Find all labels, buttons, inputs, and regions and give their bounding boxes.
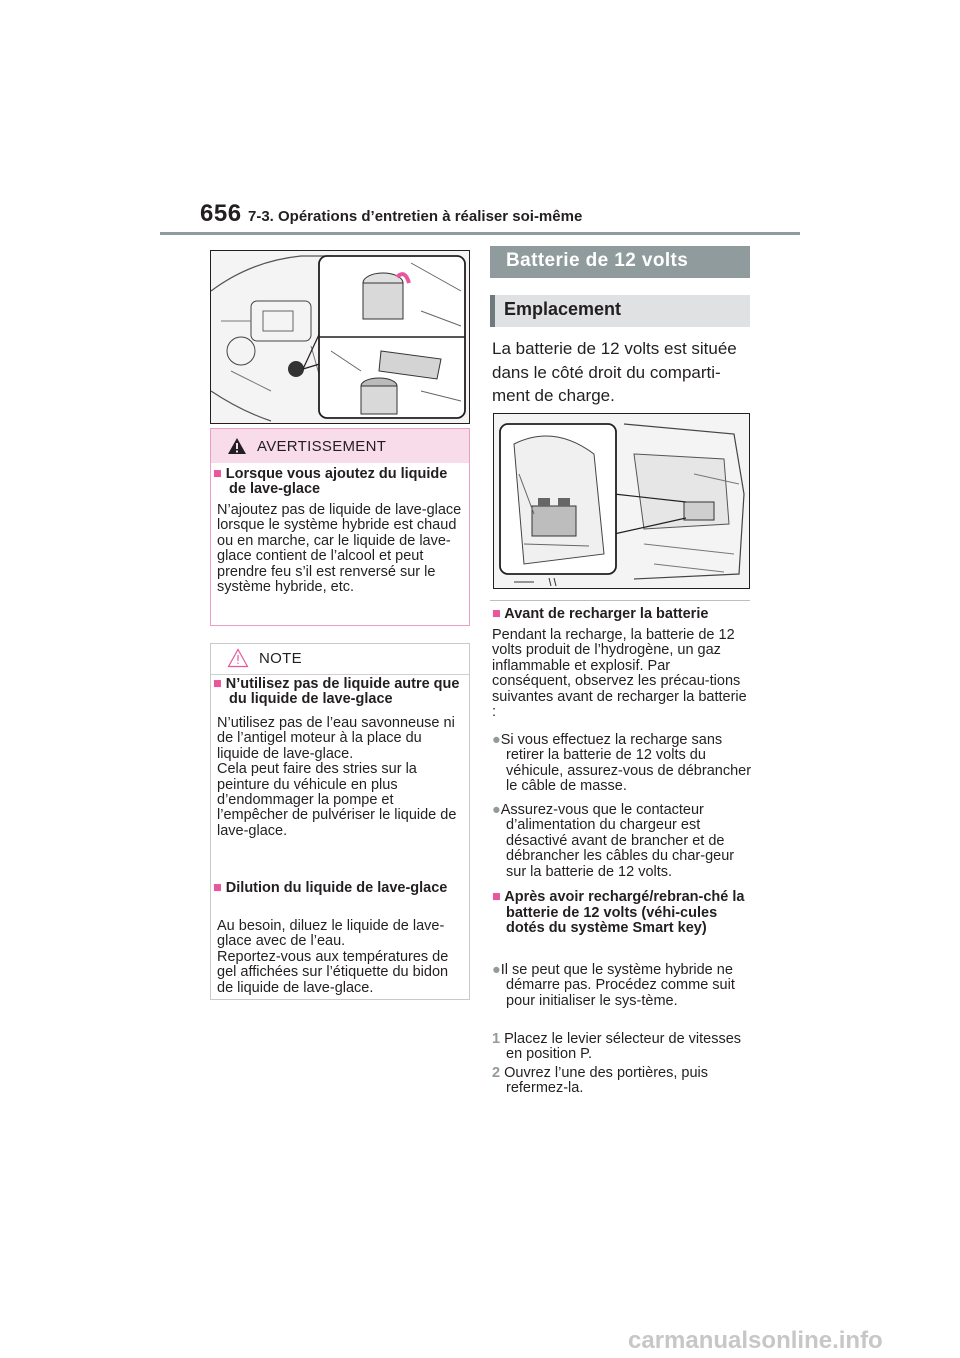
washer-fluid-illustration: [210, 250, 470, 424]
bullet-dot-icon: ●: [492, 802, 501, 818]
subheading-recharge: ■ Avant de recharger la batterie: [492, 606, 709, 622]
note-box: [210, 643, 470, 1000]
square-marker-icon: ■: [213, 676, 222, 692]
recharge-body: Pendant la recharge, la batterie de 12 volts produit de l’hydrogène, un gaz inflammable et explosif. Par conséquent, observez les précau-tions suivantes avant de recharger la batterie :: [492, 627, 747, 721]
intro-paragraph: La batterie de 12 volts est située dans le côté droit du comparti-ment de charge.: [492, 339, 737, 405]
section-heading-bar: [490, 246, 750, 278]
square-marker-icon: ■: [213, 880, 222, 896]
battery-location-illustration: [493, 413, 750, 589]
warning-title: AVERTISSEMENT: [257, 438, 387, 455]
note-body-2: Au besoin, diluez le liquide de lave-glace avec de l’eau. Reportez-vous aux températures de gel affichées sur l’étiquette du bidon de liquide de lave-glace.: [217, 918, 449, 996]
step-2: 2 Ouvrez l’une des portières, puis refermez-la.: [492, 1065, 709, 1097]
step-number: 1: [492, 1031, 501, 1047]
subsection-heading: Emplacement: [504, 299, 622, 319]
warning-box: [210, 428, 470, 626]
section-heading: Batterie de 12 volts: [506, 250, 689, 271]
bullet-dot-icon: ●: [492, 732, 501, 748]
note-subheading-2: ■ Dilution du liquide de lave-glace: [213, 880, 448, 896]
subsection-heading-bar: [490, 295, 750, 327]
warning-header: [211, 429, 469, 463]
step-1: 1 Placez le levier sélecteur de vitesses en position P.: [492, 1031, 742, 1063]
watermark: carmanualsonline.info: [628, 1327, 883, 1354]
caution-triangle-icon: [227, 648, 249, 668]
subheading-after-recharge: ■ Après avoir rechargé/rebran-ché la batterie de 12 volts (véhi-cules dotés du système Smart key): [492, 889, 745, 936]
bullet-charger-switch: ●Assurez-vous que le contacteur d’alimentation du chargeur est désactivé avant de brancher et de débrancher les câbles du char-geur sur la batterie de 12 volts.: [492, 802, 735, 880]
square-marker-icon: ■: [492, 889, 501, 905]
step-number: 2: [492, 1065, 501, 1081]
subsection-accent: [490, 295, 495, 327]
warning-subheading: ■ Lorsque vous ajoutez du liquide de lave-glace: [213, 466, 448, 497]
section-title: 7-3. Opérations d’entretien à réaliser soi-même: [248, 208, 583, 225]
bullet-ground-cable: ●Si vous effectuez la recharge sans retirer la batterie de 12 volts du véhicule, assurez-vous de débrancher le câble de masse.: [492, 732, 752, 795]
square-marker-icon: ■: [213, 466, 222, 482]
note-header: [211, 644, 469, 675]
page-number: 656: [200, 200, 242, 227]
note-subheading-1: ■ N’utilisez pas de liquide autre que du liquide de lave-glace: [213, 676, 460, 707]
bullet-dot-icon: ●: [492, 962, 501, 978]
warning-body: N’ajoutez pas de liquide de lave-glace lorsque le système hybride est chaud ou en marche, car le liquide de lave-glace contient de l’alcool et peut prendre feu s’il est renversé sur le système hybride, etc.: [217, 502, 462, 596]
square-marker-icon: ■: [492, 606, 501, 622]
header-rule: [160, 232, 800, 235]
bullet-hybrid-start: ●Il se peut que le système hybride ne démarre pas. Procédez comme suit pour initialiser le sys-tème.: [492, 962, 735, 1009]
note-title: NOTE: [259, 650, 302, 667]
divider: [490, 600, 750, 601]
note-body-1: N’utilisez pas de l’eau savonneuse ni de l’antigel moteur à la place du liquide de lave-glace. Cela peut faire des stries sur la peinture du véhicule en plus d’endommager la pompe et l’empêcher de pulvériser le liquide de lave-glace.: [217, 715, 457, 839]
warning-triangle-icon: [227, 437, 247, 455]
